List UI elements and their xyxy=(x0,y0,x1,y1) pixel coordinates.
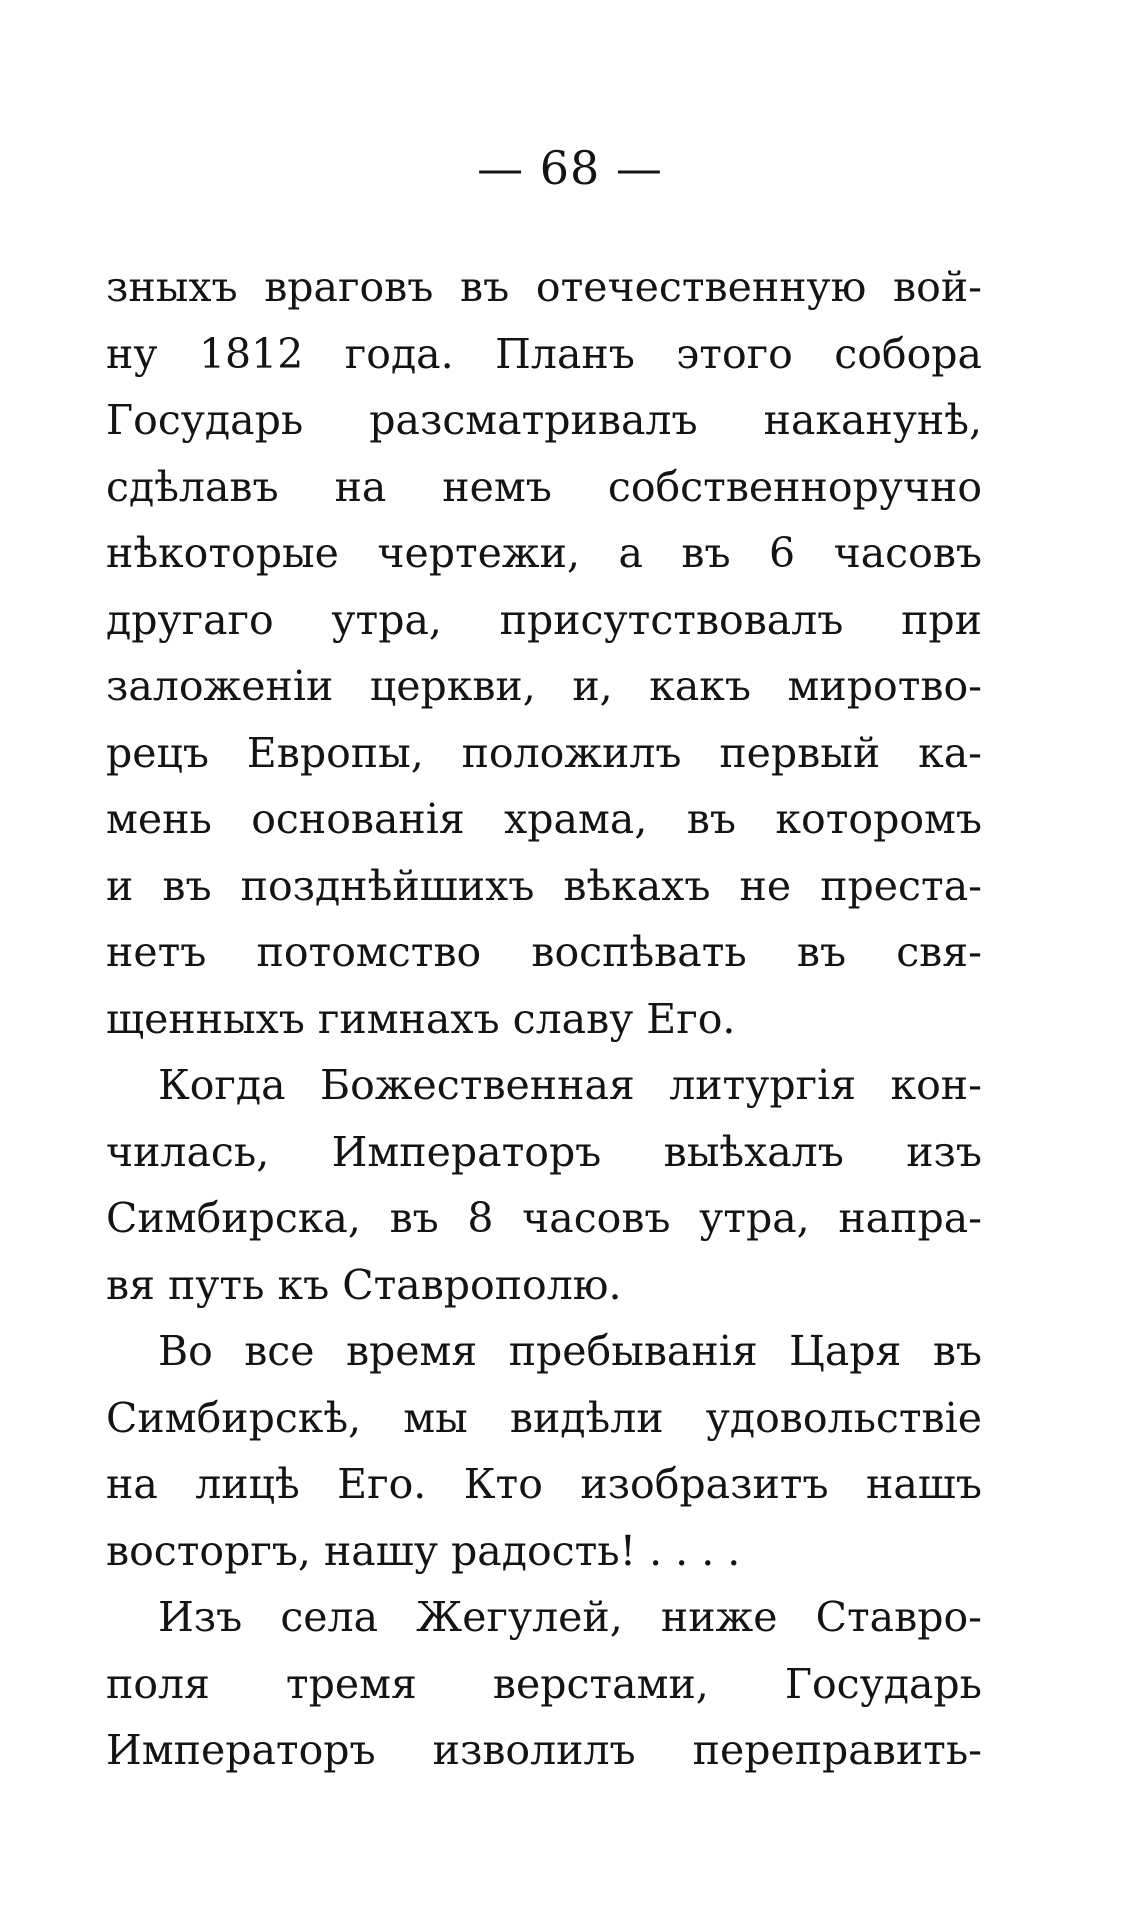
text-line: зныхъ враговъ въ отечественную вой- xyxy=(106,263,982,311)
paragraph-start-line: Во все время пребыванія Царя въ xyxy=(158,1327,982,1375)
text-line: другаго утра, присутствовалъ при xyxy=(106,595,982,644)
page-number: — 68 — xyxy=(477,141,663,195)
text-line: нетъ потомство воспѣвать въ свя- xyxy=(106,928,982,976)
text-line: на лицѣ Его. Кто изобразитъ нашъ xyxy=(106,1460,982,1508)
text-line: Симбирска, въ 8 часовъ утра, напра- xyxy=(106,1194,982,1242)
text-line: ну 1812 года. Планъ этого собора xyxy=(106,329,982,378)
paragraph-end-line: щенныхъ гимнахъ славу Его. xyxy=(106,994,736,1043)
paragraph-end-line: вя путь къ Ставрополю. xyxy=(106,1260,622,1309)
text-line: нѣкоторые чертежи, а въ 6 часовъ xyxy=(106,529,982,577)
paragraph-start-line: Когда Божественная литургія кон- xyxy=(158,1061,982,1109)
paragraph-end-line: восторгъ, нашу радость! . . . . xyxy=(106,1526,741,1575)
text-line: мень основанія храма, въ которомъ xyxy=(106,795,982,843)
text-line: чилась, Императоръ выѣхалъ изъ xyxy=(106,1127,982,1176)
text-line: рецъ Европы, положилъ первый ка- xyxy=(106,728,982,777)
text-line: и въ позднѣйшихъ вѣкахъ не преста- xyxy=(106,861,982,910)
paragraph-start-line: Изъ села Жегулей, ниже Ставро- xyxy=(158,1593,982,1641)
text-line: Симбирскѣ, мы видѣли удовольствіе xyxy=(106,1393,982,1442)
text-line: заложеніи церкви, и, какъ миротво- xyxy=(106,662,982,710)
text-line: поля тремя верстами, Государь xyxy=(106,1659,982,1708)
body-text xyxy=(106,254,982,1784)
text-line: сдѣлавъ на немъ собственноручно xyxy=(106,462,982,511)
text-line: Государь разсматривалъ наканунѣ, xyxy=(106,396,982,444)
text-line: Императоръ изволилъ переправить- xyxy=(106,1726,982,1774)
